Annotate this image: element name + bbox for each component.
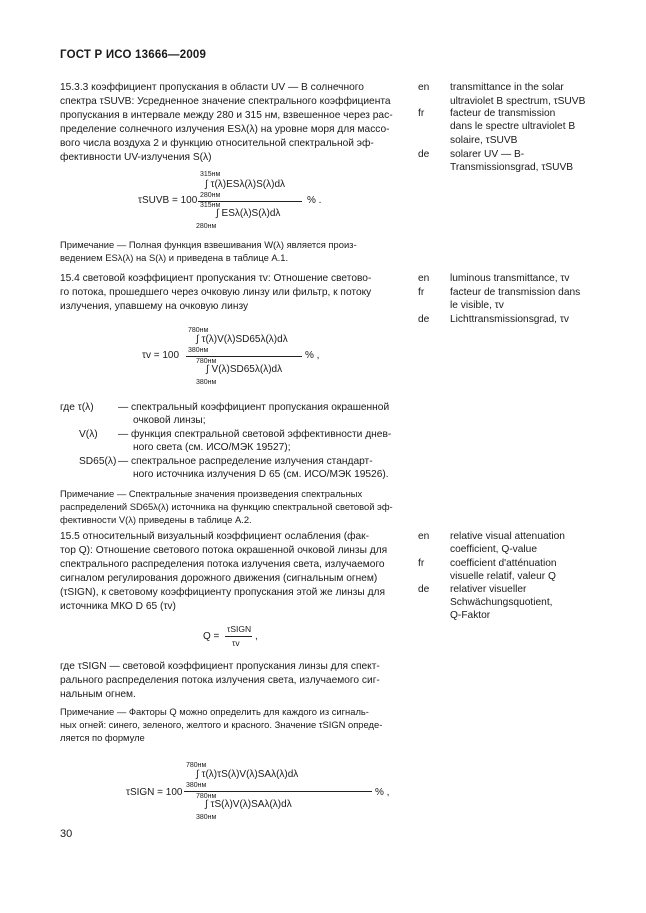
- formula-sign-num-upper: 780нм: [186, 762, 207, 769]
- formula-tv-den-lower: 380нм: [196, 379, 217, 386]
- def-tau-2: очковой линзы;: [133, 415, 206, 426]
- def-v-1: — функция спектральной световой эффективности днев-: [118, 429, 392, 440]
- s1-note-1: Примечание — Полная функция взвешивания W(λ) является произ-: [60, 239, 357, 250]
- s3-line-5: (τSIGN), к световому коэффициенту пропускания этой же линзы для: [60, 587, 385, 598]
- formula-q-denominator: τv: [232, 638, 240, 648]
- formula-tv-num-lower: 380нм: [188, 347, 209, 354]
- formula-suvb-den-upper: 315нм: [200, 202, 221, 209]
- s3-line-1: 15.5 относительный визуальный коэффициент ослабления (фак-: [60, 531, 369, 542]
- s1-line-3: пропускания в интервале между 280 и 315 нм, взвешенное через рас-: [60, 110, 393, 121]
- formula-sign-numerator: ∫ τ(λ)τS(λ)V(λ)SAλ(λ)dλ: [196, 769, 299, 780]
- s2-term-lang-de: de: [418, 314, 430, 325]
- s1-term-fr-3: solaire, τSUVB: [450, 135, 518, 146]
- def-sd65-2: ного источника излучения D 65 (см. ИСО/МЭК 19526).: [133, 469, 389, 480]
- s3-term-lang-de: de: [418, 584, 430, 595]
- s2-term-lang-fr: fr: [418, 287, 425, 298]
- def-tau-1: — спектральный коэффициент пропускания окрашенной: [118, 402, 390, 413]
- document-header: ГОСТ Р ИСО 13666—2009: [60, 49, 207, 61]
- s1-line-2: спектра τSUVB: Усредненное значение спектрального коэффициента: [60, 96, 391, 107]
- formula-sign-denominator: ∫ τS(λ)V(λ)SAλ(λ)dλ: [205, 799, 292, 810]
- s1-term-en-2: ultraviolet B spectrum, τSUVB: [450, 96, 586, 107]
- formula-sign-den-upper: 780нм: [196, 793, 217, 800]
- formula-suvb-den-lower: 280нм: [196, 223, 217, 230]
- s3-term-de-2: Schwächungsquotient,: [450, 597, 553, 608]
- formula-sign-lhs: τSIGN = 100: [126, 787, 183, 798]
- formula-suvb-num-lower: 280нм: [200, 192, 221, 199]
- s3-term-lang-fr: fr: [418, 558, 425, 569]
- formula-suvb-numerator: ∫ τ(λ)ESλ(λ)S(λ)dλ: [205, 179, 286, 190]
- formula-tv-denominator: ∫ V(λ)SD65λ(λ)dλ: [206, 364, 283, 375]
- formula-sign-num-lower: 380нм: [186, 782, 207, 789]
- s3-note-3: ляется по формуле: [60, 732, 145, 743]
- s1-line-1: 15.3.3 коэффициент пропускания в области UV — В солнечного: [60, 82, 364, 93]
- s3-note-2: ных огней: синего, зеленого, желтого и красного. Значение τSIGN опреде-: [60, 719, 383, 730]
- s3-note-1: Примечание — Факторы Q можно определить для каждого из сигналь-: [60, 706, 369, 717]
- formula-sign-unit: % ,: [375, 787, 390, 798]
- def-sd65-1: — спектральное распределение излучения стандарт-: [118, 456, 373, 467]
- s3-term-de-3: Q-Faktor: [450, 610, 491, 621]
- formula-sign-fraction-bar: [184, 791, 372, 792]
- page-number: 30: [60, 828, 73, 840]
- s1-term-lang-de: de: [418, 149, 430, 160]
- s3-where-2: рального распределения потока излучения света, излучаемого сиг-: [60, 675, 380, 686]
- s1-term-de-1: solarer UV — B-: [450, 149, 525, 160]
- s1-term-lang-fr: fr: [418, 108, 425, 119]
- formula-suvb-unit: % .: [307, 195, 322, 206]
- s3-line-6: источника МКО D 65 (τv): [60, 601, 176, 612]
- s1-term-fr-1: facteur de transmission: [450, 108, 556, 119]
- s3-line-4: сигналом регулирования дорожного движения (сигнальным огнем): [60, 573, 378, 584]
- s2-term-fr-2: le visible, τv: [450, 300, 504, 311]
- def-sym-sd65: SD65(λ): [79, 456, 117, 467]
- s3-line-3: спектрального распределения потока излучения света, излучаемого: [60, 559, 385, 570]
- s3-term-fr-2: visuelle relatif, valeur Q: [450, 571, 556, 582]
- s3-term-fr-1: coefficient d'atténuation: [450, 558, 557, 569]
- s3-where-1: где τSIGN — световой коэффициент пропускания линзы для спект-: [60, 661, 380, 672]
- formula-tv-num-upper: 780нм: [188, 327, 209, 334]
- s1-note-2: ведением ESλ(λ) на S(λ) и приведена в таблице А.1.: [60, 252, 289, 263]
- formula-tv-unit: % ,: [305, 350, 320, 361]
- formula-q-lhs: Q =: [203, 631, 220, 642]
- formula-suvb-lhs: τSUVB = 100: [138, 195, 198, 206]
- s1-term-en-1: transmittance in the solar: [450, 82, 564, 93]
- def-sym-tau: где τ(λ): [60, 402, 94, 413]
- def-v-2: ного света (см. ИСО/МЭК 19527);: [133, 442, 291, 453]
- formula-tv-numerator: ∫ τ(λ)V(λ)SD65λ(λ)dλ: [196, 334, 288, 345]
- s2-term-en-1: luminous transmittance, τv: [450, 273, 570, 284]
- formula-q-tail: ,: [255, 631, 258, 642]
- s2-line-3: излучения, упавшему на очковую линзу: [60, 301, 249, 312]
- s2-line-2: го потока, прошедшего через очковую линзу или фильтр, к потоку: [60, 287, 372, 298]
- s1-line-4: пределение солнечного излучения ESλ(λ) на уровне моря для массо-: [60, 124, 390, 135]
- s1-term-de-2: Transmissionsgrad, τSUVB: [450, 162, 574, 173]
- s2-term-de-1: Lichttransmissionsgrad, τv: [450, 314, 569, 325]
- s3-line-2: тор Q): Отношение светового потока окрашенной очковой линзы для: [60, 545, 388, 556]
- s1-term-lang-en: en: [418, 82, 430, 93]
- formula-tv-den-upper: 780нм: [196, 358, 217, 365]
- formula-suvb-num-upper: 315нм: [200, 171, 221, 178]
- s1-line-5: вого числа воздуха 2 и функцию относительной спектральной эф-: [60, 138, 374, 149]
- s3-where-3: нальным огнем.: [60, 689, 136, 700]
- formula-tv-fraction-bar: [186, 356, 302, 357]
- s3-term-de-1: relativer visueller: [450, 584, 527, 595]
- s2-term-fr-1: facteur de transmission dans: [450, 287, 581, 298]
- s2-note-1: Примечание — Спектральные значения произведения спектральных: [60, 488, 363, 499]
- formula-sign-den-lower: 380нм: [196, 814, 217, 821]
- formula-tv-lhs: τv = 100: [142, 350, 180, 361]
- s3-term-en-2: coefficient, Q-value: [450, 544, 538, 555]
- s2-note-2: распределений SD65λ(λ) источника на функцию спектральной световой эф-: [60, 501, 393, 512]
- formula-q-numerator: τSIGN: [227, 624, 252, 634]
- s1-term-fr-2: dans le spectre ultraviolet B: [450, 121, 576, 132]
- s2-line-1: 15.4 световой коэффициент пропускания τv: Отношение светово-: [60, 273, 372, 284]
- formula-suvb-denominator: ∫ ESλ(λ)S(λ)dλ: [216, 208, 281, 219]
- s2-term-lang-en: en: [418, 273, 430, 284]
- s1-line-6: фективности UV-излучения S(λ): [60, 152, 212, 163]
- s3-term-en-1: relative visual attenuation: [450, 531, 565, 542]
- def-sym-v: V(λ): [79, 429, 98, 440]
- s3-term-lang-en: en: [418, 531, 430, 542]
- formula-q-fraction-bar: [225, 636, 252, 637]
- s2-note-3: фективности V(λ) приведены в таблице А.2.: [60, 514, 252, 525]
